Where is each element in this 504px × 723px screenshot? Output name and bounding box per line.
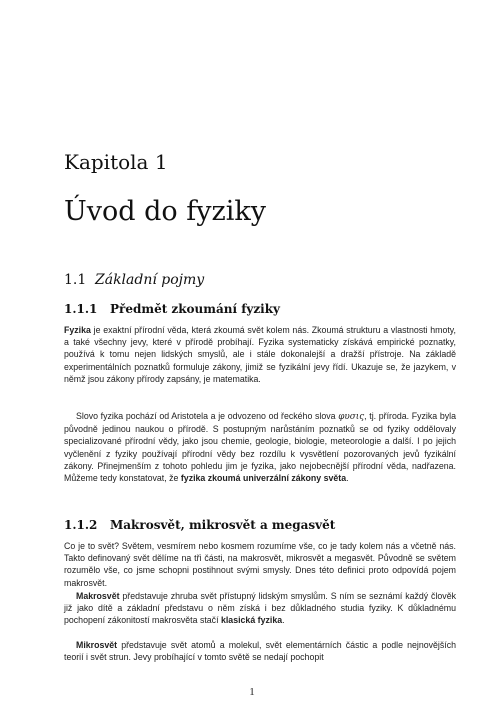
paragraph-macroworld [64,590,456,627]
subsection-number-2: 1.1.2 [64,518,98,532]
paragraph-text: , tj. příroda. Fyzika byla původně jedinou naukou o přírodě. S postupným narůstáním poznatků se od fyziky oddělovaly specializované přírodní vědy, jako jsou chemie, geologie, biologie, meteorologie a další. I po jejich vyčlenění z fyziky používají přírodní vědy bez rozdílu k vysvětlení pozorovaných jevů fyzikální zákony. Přinejmenším z tohoto pohledu jim je fyzika, jako nejobecnější přírodní věda, nadřazena. Můžeme tedy konstatovat, že [64,411,456,484]
chapter-label: Kapitola 1 [64,150,168,174]
paragraph-etymology [64,410,456,484]
page-number: 1 [249,686,255,698]
paragraph-text: Slovo fyzika pochází od Aristotela a je odvozeno od řeckého slova [76,411,339,421]
paragraph-end: . [282,615,285,626]
subsection-title-2: Makrosvět, mikrosvět a megasvět [110,518,336,532]
section-heading [64,272,204,288]
chapter-title: Úvod do fyziky [64,196,266,227]
paragraph-world-definition [64,540,456,589]
greek-word: φυσις [338,412,365,422]
term-mikrosvet: Mikrosvět [76,640,118,650]
term-makrosvet: Makrosvět [76,591,120,601]
term-fyzika: Fyzika [64,325,91,335]
paragraph-text: představuje zhruba svět přístupný lidským smyslům. S ním se seznámí každý člověk již jako dítě a základní představu o něm získá i bez důkladného studia fyziky. K důkladnému pochopení zákonitostí makrosvěta stačí [64,591,456,626]
emphasis-text: klasická fyzika [220,615,283,626]
paragraph-text: je exaktní přírodní věda, která zkoumá svět kolem nás. Zkoumá strukturu a vlastnosti hmoty, a také všechny jevy, které v přírodě probíhají. Fyzika systematicky získává empirické poznatky, používá k tomu nejen lidských smyslů, ale i stále dokonalejší a dražší přístroje. Na základě experimentálních poznatků formuluje zákony, jimiž se fyzikální jevy řídí. Ukazuje se, že jazykem, v němž jsou zákony přírody zapsány, je matematika. [64,325,456,384]
subsection-heading-1 [64,302,280,316]
paragraph-physics-definition [64,324,456,385]
section-title: Základní pojmy [95,272,205,288]
paragraph-end: . [346,473,349,484]
paragraph-text: Co je to svět? Světem, vesmírem nebo kosmem rozumíme vše, co je tady kolem nás a včetně nás. Takto definovaný svět dělíme na tři části, na makrosvět, mikrosvět a megasvět. Původně se světem rozumělo vše, co jsme schopni postihnout svými smysly. Dnes této definici proto odpovídá pojem makrosvět. [64,541,456,588]
subsection-title-1: Předmět zkoumání fyziky [110,302,281,316]
subsection-heading-2 [64,518,335,532]
section-number: 1.1 [64,272,87,288]
emphasis-text: fyzika zkoumá univerzální zákony světa [180,473,347,484]
paragraph-microworld [64,639,456,663]
subsection-number-1: 1.1.1 [64,302,98,316]
paragraph-text: představuje svět atomů a molekul, svět elementárních částic a podle nejnovějších teorií i svět strun. Jevy probíhající v tomto světě se nedají pochopit [64,640,456,663]
